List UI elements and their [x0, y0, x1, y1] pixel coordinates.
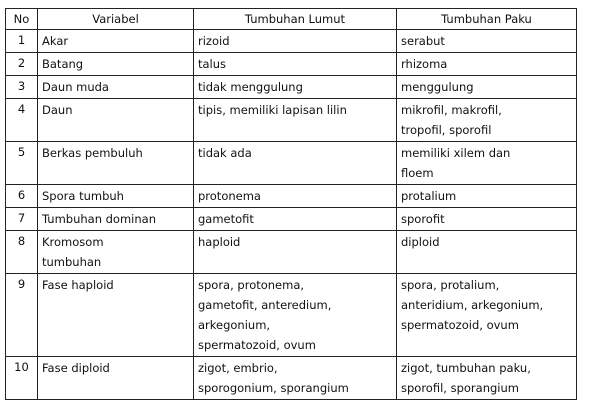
header-tumbuhan-lumut: Tumbuhan Lumut	[194, 9, 397, 30]
table-row	[6, 208, 577, 231]
cell-line: Akar	[42, 34, 69, 48]
cell-variabel	[38, 185, 194, 208]
cell-tumbuhan-lumut	[194, 208, 397, 231]
cell-line: tropofil, sporofil	[401, 123, 492, 137]
cell-no: 9	[6, 274, 38, 357]
cell-tumbuhan-lumut	[194, 76, 397, 99]
table-header-row	[6, 9, 577, 30]
cell-tumbuhan-lumut	[194, 142, 397, 185]
header-variabel: Variabel	[38, 9, 194, 30]
cell-line: Daun muda	[42, 80, 109, 94]
cell-line: mikrofil, makrofil,	[401, 103, 502, 117]
cell-variabel	[38, 142, 194, 185]
cell-line: protonema	[198, 189, 261, 203]
table-row	[6, 274, 577, 357]
table-row	[6, 231, 577, 274]
table-body	[6, 30, 577, 400]
cell-tumbuhan-paku	[397, 208, 577, 231]
cell-line: Berkas pembuluh	[42, 146, 143, 160]
cell-line: Tumbuhan dominan	[42, 212, 156, 226]
cell-no: 5	[6, 142, 38, 185]
cell-no: 1	[6, 30, 38, 53]
cell-variabel	[38, 76, 194, 99]
cell-line: tipis, memiliki lapisan lilin	[198, 103, 347, 117]
cell-line: rizoid	[198, 34, 230, 48]
cell-line: spora, protonema,	[198, 278, 305, 292]
cell-line: floem	[401, 166, 434, 180]
cell-line: Kromosom	[42, 235, 104, 249]
cell-tumbuhan-lumut	[194, 30, 397, 53]
cell-variabel	[38, 53, 194, 76]
comparison-table	[5, 8, 577, 400]
cell-line: tumbuhan	[42, 255, 102, 269]
cell-tumbuhan-paku	[397, 53, 577, 76]
cell-line: spermatozoid, ovum	[401, 318, 519, 332]
cell-tumbuhan-lumut	[194, 53, 397, 76]
table-row	[6, 357, 577, 400]
cell-line: sporofit	[401, 212, 445, 226]
cell-tumbuhan-paku	[397, 142, 577, 185]
cell-variabel	[38, 274, 194, 357]
cell-line: gametofit, anteredium,	[198, 298, 332, 312]
cell-no: 4	[6, 99, 38, 142]
cell-line: protalium	[401, 189, 457, 203]
cell-line: zigot, embrio,	[198, 361, 278, 375]
cell-tumbuhan-lumut	[194, 185, 397, 208]
cell-line: Fase haploid	[42, 278, 114, 292]
cell-variabel	[38, 99, 194, 142]
table-row	[6, 185, 577, 208]
cell-tumbuhan-paku	[397, 357, 577, 400]
cell-variabel	[38, 208, 194, 231]
cell-line: spora, protalium,	[401, 278, 500, 292]
cell-line: Batang	[42, 57, 84, 71]
cell-variabel	[38, 357, 194, 400]
table-row	[6, 142, 577, 185]
cell-line: tidak ada	[198, 146, 252, 160]
cell-line: arkegonium,	[198, 318, 271, 332]
cell-line: serabut	[401, 34, 445, 48]
cell-line: rhizoma	[401, 57, 448, 71]
table-row	[6, 76, 577, 99]
cell-no: 8	[6, 231, 38, 274]
cell-variabel	[38, 30, 194, 53]
table-row	[6, 99, 577, 142]
table-row	[6, 30, 577, 53]
cell-no: 3	[6, 76, 38, 99]
cell-line: gametofit	[198, 212, 254, 226]
cell-line: sporofil, sporangium	[401, 381, 519, 395]
cell-tumbuhan-paku	[397, 76, 577, 99]
cell-tumbuhan-paku	[397, 99, 577, 142]
cell-no: 6	[6, 185, 38, 208]
cell-tumbuhan-lumut	[194, 274, 397, 357]
cell-line: haploid	[198, 235, 241, 249]
cell-tumbuhan-paku	[397, 30, 577, 53]
cell-tumbuhan-paku	[397, 274, 577, 357]
header-tumbuhan-paku: Tumbuhan Paku	[397, 9, 577, 30]
cell-line: Daun	[42, 103, 73, 117]
cell-tumbuhan-paku	[397, 185, 577, 208]
cell-line: anteridium, arkegonium,	[401, 298, 544, 312]
cell-line: menggulung	[401, 80, 474, 94]
cell-line: diploid	[401, 235, 440, 249]
cell-line: Fase diploid	[42, 361, 110, 375]
cell-line: spermatozoid, ovum	[198, 338, 316, 352]
cell-line: memiliki xilem dan	[401, 146, 511, 160]
cell-tumbuhan-lumut	[194, 231, 397, 274]
header-no: No	[6, 9, 38, 30]
cell-no: 10	[6, 357, 38, 400]
cell-no: 7	[6, 208, 38, 231]
cell-line: sporogonium, sporangium	[198, 381, 349, 395]
comparison-table-wrapper	[5, 8, 577, 400]
cell-line: talus	[198, 57, 227, 71]
table-row	[6, 53, 577, 76]
cell-tumbuhan-paku	[397, 231, 577, 274]
cell-line: zigot, tumbuhan paku,	[401, 361, 531, 375]
cell-line: Spora tumbuh	[42, 189, 124, 203]
cell-line: tidak menggulung	[198, 80, 303, 94]
cell-no: 2	[6, 53, 38, 76]
cell-variabel	[38, 231, 194, 274]
cell-tumbuhan-lumut	[194, 99, 397, 142]
cell-tumbuhan-lumut	[194, 357, 397, 400]
